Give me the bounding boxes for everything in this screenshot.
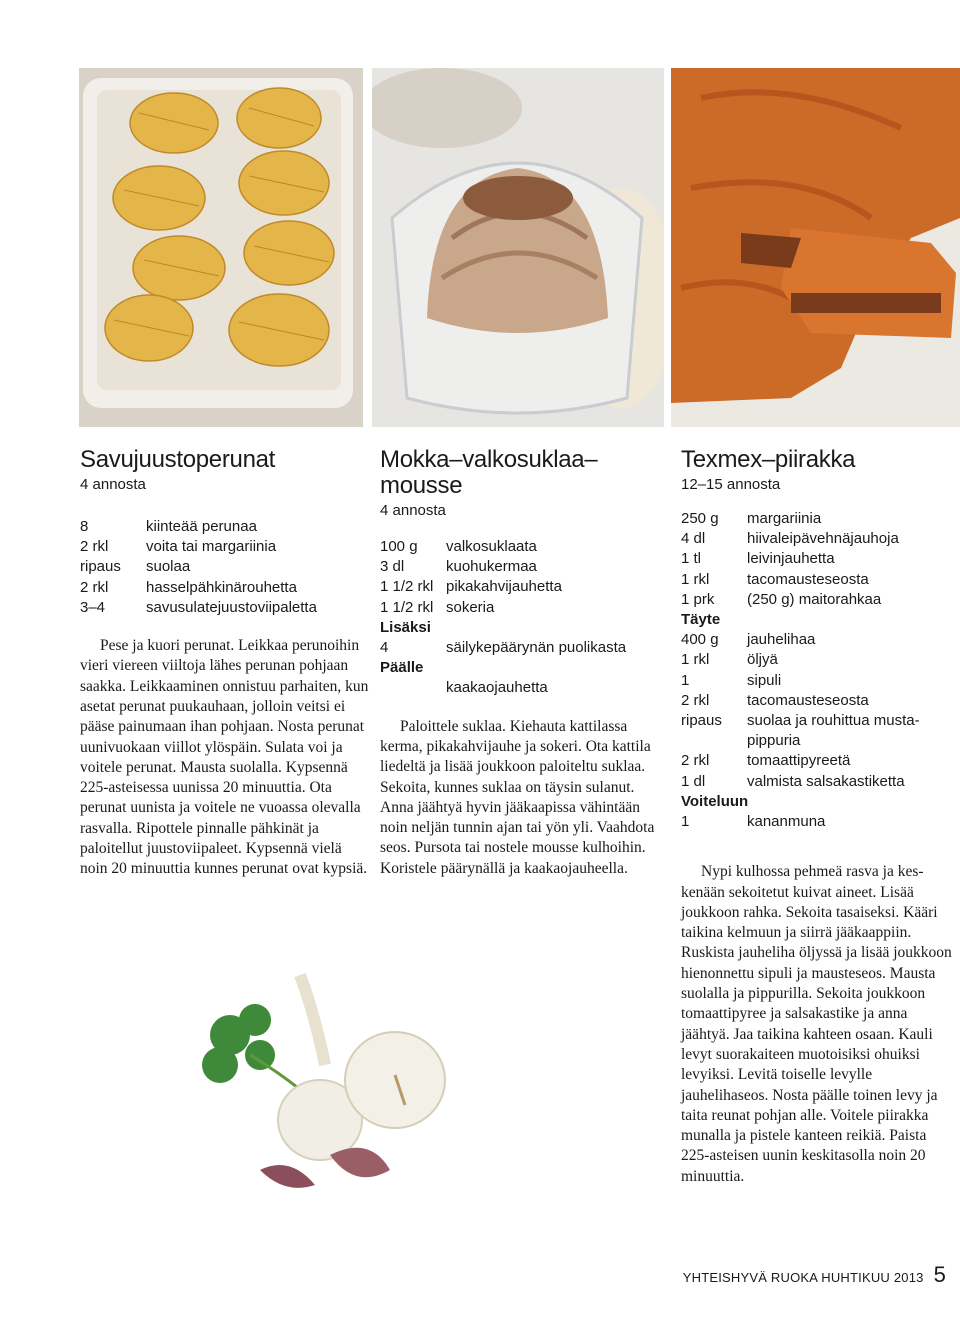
- ingredient-qty: 2 rkl: [681, 691, 710, 709]
- ingredient-row: [681, 711, 947, 751]
- ingredient-qty: 1 rkl: [681, 570, 710, 588]
- magazine-name: YHTEISHYVÄ RUOKA HUHTIKUU 2013: [682, 1270, 924, 1285]
- ingredient-qty: ripaus: [681, 712, 722, 730]
- ingredient-row: [681, 751, 947, 771]
- ingredient-row: [681, 691, 947, 711]
- ingredient-row: [380, 537, 626, 557]
- ingredient-item: pikakahvijauhetta: [446, 578, 562, 596]
- recipe-title: [380, 447, 665, 499]
- ingredient-qty: 1 1/2 rkl: [380, 578, 434, 596]
- recipe-title-line: mousse: [380, 472, 463, 499]
- ingredient-list: [80, 517, 317, 618]
- ingredient-row: [380, 638, 626, 658]
- ingredient-qty: 1 prk: [681, 590, 715, 608]
- ingredient-qty: 1 tl: [681, 550, 702, 568]
- ingredient-item: hiivaleipävehnäjauhoja: [747, 530, 899, 548]
- ingredient-row: [80, 517, 317, 537]
- ingredient-row: [681, 650, 947, 670]
- ingredient-item: säilykepäärynän puolikasta: [446, 639, 627, 657]
- ingredient-item: sokeria: [446, 598, 495, 616]
- potatoes-photo: [79, 68, 363, 427]
- mousse-photo: [372, 68, 664, 427]
- ingredient-item: suolaa: [146, 558, 191, 576]
- recipe-servings: 12–15 annosta: [681, 476, 781, 493]
- recipe-potatoes: [80, 447, 370, 880]
- garlic-photo: [190, 955, 462, 1210]
- ingredient-qty: 4: [380, 639, 389, 657]
- pie-photo: [671, 68, 960, 427]
- ingredient-item: sipuli: [747, 671, 782, 689]
- ingredient-section-heading: Täyte: [681, 611, 721, 629]
- ingredient-row: [681, 549, 947, 569]
- ingredient-item: kiinteää perunaa: [146, 518, 257, 535]
- ingredient-row: [80, 598, 317, 618]
- ingredient-qty: 3–4: [80, 598, 106, 616]
- ingredient-item: valmista salsakastiketta: [747, 772, 905, 790]
- ingredient-qty: 1: [681, 671, 690, 689]
- ingredient-section-heading: Päälle: [380, 659, 424, 677]
- ingredient-list: [681, 509, 947, 832]
- ingredient-list: [380, 537, 626, 699]
- ingredient-qty: 3 dl: [380, 558, 405, 576]
- ingredient-item: kananmuna: [747, 813, 826, 831]
- ingredient-qty: 2 rkl: [80, 578, 109, 596]
- ingredient-row: [681, 812, 947, 832]
- ingredient-qty: 250 g: [681, 510, 719, 527]
- ingredient-row: [681, 590, 947, 610]
- ingredient-item: suolaa ja rouhittua mustapippuria: [747, 712, 920, 750]
- ingredient-qty: [380, 678, 446, 698]
- page-footer: [683, 1262, 946, 1288]
- ingredient-item: kaakaojauhetta: [446, 679, 548, 697]
- recipe-mousse: [380, 447, 665, 879]
- ingredient-qty: 4 dl: [681, 530, 706, 548]
- recipe-pie: [681, 447, 956, 1187]
- recipe-servings: 4 annosta: [380, 502, 446, 519]
- ingredient-item: margariinia: [747, 510, 822, 527]
- ingredient-qty: 100 g: [380, 538, 418, 555]
- recipe-title-line: Mokka–valkosuklaa–: [380, 446, 598, 473]
- ingredient-section-heading: Voiteluun: [681, 792, 749, 810]
- ingredient-row: [681, 671, 947, 691]
- ingredient-qty: 400 g: [681, 631, 719, 649]
- ingredient-row: [380, 598, 626, 618]
- ingredient-row: [80, 578, 317, 598]
- ingredient-item: tacomausteseosta: [747, 691, 869, 709]
- ingredient-item: voita tai margariinia: [146, 538, 277, 556]
- ingredient-item: kuohukermaa: [446, 558, 537, 576]
- ingredient-row: [681, 509, 947, 529]
- page-number: 5: [933, 1262, 946, 1287]
- ingredient-row: [380, 557, 626, 577]
- ingredient-row: [681, 772, 947, 792]
- ingredient-row: [380, 577, 626, 597]
- ingredient-row: [681, 529, 947, 549]
- ingredient-item: tacomausteseosta: [747, 570, 869, 588]
- recipe-servings: 4 annosta: [80, 476, 146, 493]
- ingredient-qty: 2 rkl: [80, 538, 109, 556]
- ingredient-item: tomaattipyreetä: [747, 752, 851, 770]
- ingredient-item: valkosuklaata: [446, 538, 537, 555]
- ingredient-section-heading: Lisäksi: [380, 618, 431, 636]
- recipe-instructions: Pese ja kuori perunat. Leikkaa perunoihin vieri viereen viiltoja lähes perunan pohjaan saakka. Leikkaaminen onnistuu parhaiten, kun asetat perunat puukauhaan, jolloin veitsi ei pääse painumaan ihan pohjaan. Nosta perunat uunivuokaan viillot ylöspäin. Sulata voi ja voitele perunat. Mausta suolalla. Kypsennä 225-asteisessa uunissa 20 minuuttia. Ota perunat uunista ja voitele ne vuoassa olevalla rasvalla. Ripottele pinnalle pähkinät ja paloitellut juustoviipaleet. Kypsennä vielä noin 20 minuuttia kunnes perunat ovat kypsiä.: [80, 637, 369, 878]
- ingredient-qty: 1 dl: [681, 772, 706, 790]
- recipe-instructions: Nypi kulhossa pehmeä rasva ja keskenään sekoitetut kuivat aineet. Lisää joukkoon rahka. Sekoita tasaiseksi. Kääri taikina kelmuun ja siirrä jääkaappiin. Ruskista jauheliha öljyssä ja lisää joukkoon hienonnettu sipuli ja mausteseos. Mausta suolalla ja pippurilla. Sekoita joukkoon tomaattipyree ja salsakastike ja anna jäähtyä. Jaa taikina kahteen osaan. Kauli levyt suorakaiteen muotoisiksi ohuiksi levyiksi. Levitä toiselle levylle jauhelihaseos. Nosta päälle toinen levy ja taita reunat pohjan alle. Voitele piirakka munalla ja pistele kanteen reikiä. Paista 225-asteisen uunin keskitasolla noin 20 minuuttia.: [681, 863, 952, 1185]
- ingredient-qty: 1: [681, 813, 690, 831]
- ingredient-item: (250 g) maitorahkaa: [747, 590, 882, 608]
- ingredient-item: savusulatejuustoviipaletta: [146, 598, 317, 616]
- ingredient-qty: ripaus: [80, 558, 121, 576]
- ingredient-qty: 2 rkl: [681, 752, 710, 770]
- recipe-title: Texmex–piirakka: [681, 446, 856, 473]
- ingredient-item: hasselpähkinärouhetta: [146, 578, 297, 596]
- ingredient-item: leivinjauhetta: [747, 550, 835, 568]
- ingredient-row: [380, 678, 626, 698]
- recipe-title: Savujuustoperunat: [80, 446, 276, 473]
- ingredient-item: jauhelihaa: [747, 631, 816, 649]
- ingredient-row: [80, 537, 317, 557]
- ingredient-qty: 1 rkl: [681, 651, 710, 669]
- ingredient-qty: 1 1/2 rkl: [380, 598, 434, 616]
- recipe-instructions: Paloittele suklaa. Kiehauta kattilassa kerma, pikakahvijauhe ja sokeri. Ota kattila liedeltä ja lisää joukkoon paloiteltu suklaa. Sekoita, kunnes suklaa on täysin sulanut. Anna jäähtyä hyvin jääkaapissa vähintään noin neljän tunnin ajan tai yön yli. Vaahdota seos. Pursota tai nostele mousse kulhoihin. Koristele päärynällä ja kaakaojauheella.: [380, 717, 655, 877]
- ingredient-row: [681, 630, 947, 650]
- ingredient-item: öljyä: [747, 651, 778, 669]
- ingredient-row: [681, 570, 947, 590]
- ingredient-row: [80, 557, 317, 577]
- ingredient-qty: 8: [80, 518, 89, 535]
